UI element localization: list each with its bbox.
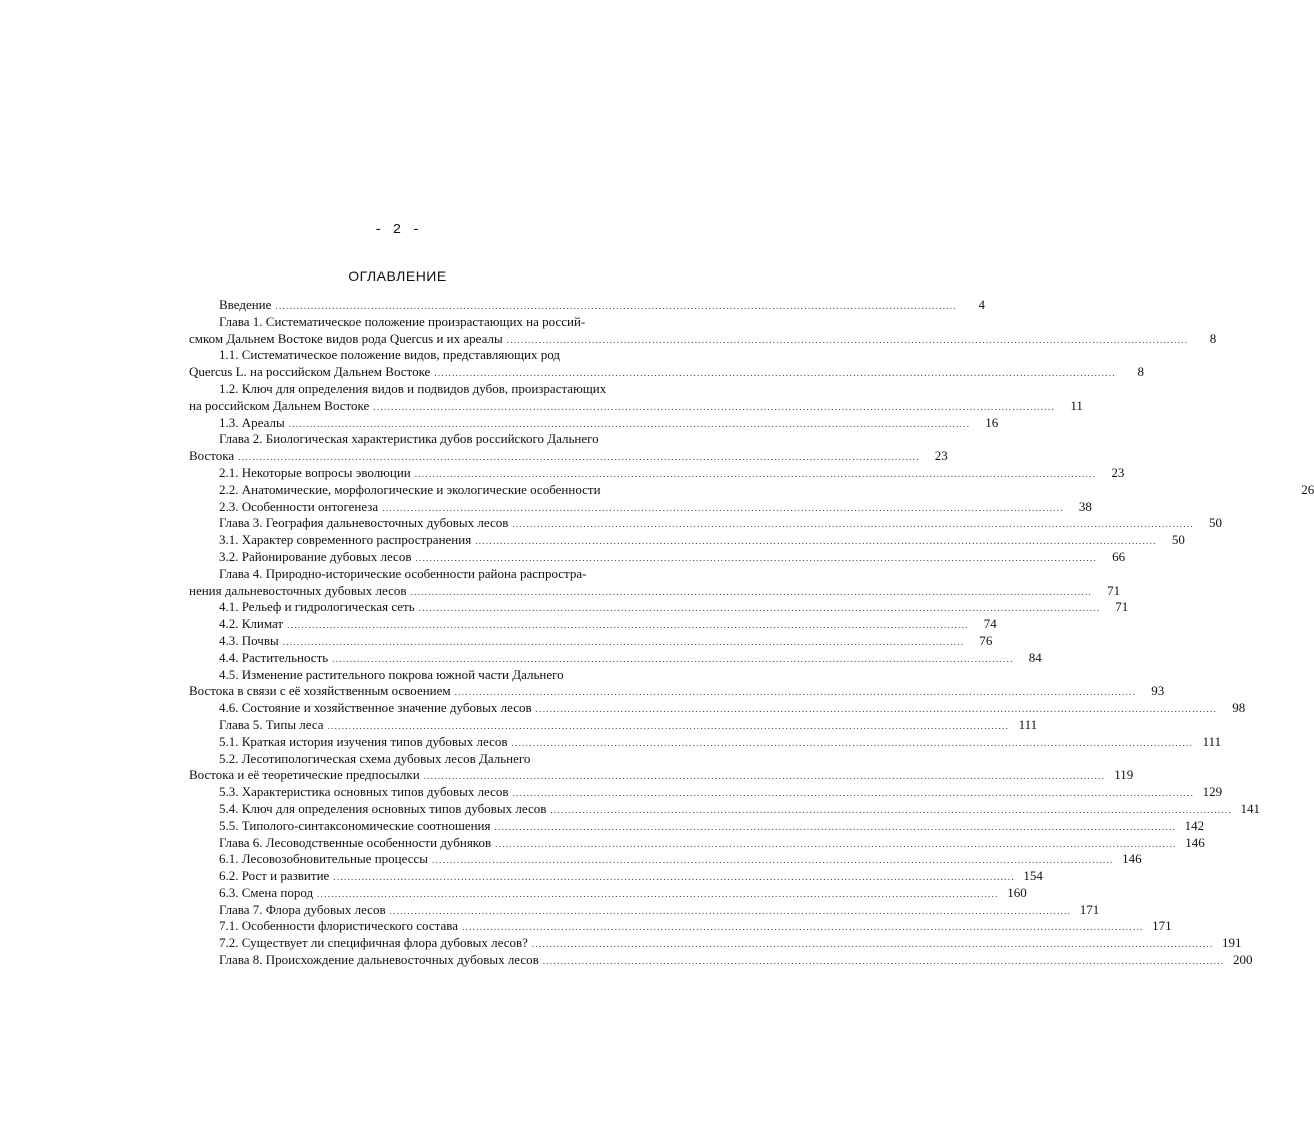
toc-entry-title: Quercus L. на российском Дальнем Востоке — [189, 364, 431, 380]
toc-entry-page: 8 — [1137, 364, 1144, 380]
toc-entry — [189, 952, 1253, 969]
toc-entry — [189, 498, 1092, 516]
toc-entry — [189, 330, 1217, 348]
toc-entry — [189, 834, 1205, 852]
toc-entry — [189, 817, 1205, 835]
toc-entry — [189, 314, 637, 331]
toc-entry-title: 2.2. Анатомические, морфологические и экологические особенности — [219, 481, 601, 497]
toc-entry-page: 38 — [1078, 498, 1092, 514]
toc-entry — [189, 733, 1222, 751]
dot-leader — [532, 936, 1214, 953]
dot-leader — [495, 836, 1177, 853]
toc-entry-title: Глава 3. География дальневосточных дубовых лесов — [219, 515, 509, 531]
toc-entry-title: Востока — [189, 448, 235, 464]
toc-entry-page: 171 — [1152, 918, 1172, 934]
dot-leader — [317, 886, 999, 903]
dot-leader — [275, 298, 957, 315]
toc-entry-title: Глава 2. Биологическая характеристика дубов российского Дальнего — [219, 431, 599, 447]
dot-leader — [382, 500, 1064, 517]
toc-entry — [189, 649, 1042, 667]
toc-entry-page: 98 — [1232, 700, 1246, 716]
dot-leader — [424, 768, 1106, 785]
toc-entry-page: 4 — [978, 297, 986, 312]
toc-entry-title: 3.1. Характер современного распространения — [219, 532, 472, 548]
toc-entry-page: 8 — [1209, 330, 1217, 346]
toc-entry-title: Введение — [219, 297, 272, 312]
toc-entry-title: 4.2. Климат — [219, 616, 284, 632]
toc-entry — [189, 464, 1125, 482]
dot-leader — [332, 651, 1014, 668]
toc-entry — [189, 918, 1172, 935]
toc-entry-title: Востока в связи с её хозяйственным освоением — [189, 683, 451, 699]
toc-entry-title: Глава 5. Типы леса — [219, 716, 324, 732]
toc-entry-title: 4.1. Рельеф и гидрологическая сеть — [219, 599, 415, 615]
toc-entry-page: 23 — [934, 448, 948, 464]
dot-leader — [455, 684, 1137, 701]
toc-entry — [189, 901, 1100, 919]
toc-entry-page: 119 — [1114, 767, 1134, 783]
dot-leader — [283, 634, 965, 651]
dot-leader — [415, 466, 1097, 483]
dot-leader — [333, 869, 1015, 886]
toc-entry-title: 2.3. Особенности онтогенеза — [219, 498, 379, 514]
table-of-contents — [189, 297, 1314, 969]
toc-entry-title: смком Дальнем Востоке видов рода Quercus и их ареалы — [189, 330, 503, 346]
toc-entry — [189, 716, 1038, 734]
toc-entry-page: 71 — [1107, 582, 1121, 598]
page-number: - 2 - — [373, 222, 421, 238]
toc-entry-title: Глава 1. Систематическое положение произрастающих на россий- — [219, 313, 586, 329]
toc-entry — [189, 566, 637, 583]
toc-entry — [189, 297, 986, 314]
toc-entry — [189, 667, 637, 684]
toc-entry-title: 6.1. Лесовозобновительные процессы — [219, 851, 428, 867]
toc-entry-page: 76 — [979, 632, 993, 648]
toc-entry-page: 111 — [1202, 733, 1222, 749]
toc-entry — [189, 599, 1129, 616]
toc-entry-title: 4.3. Почвы — [219, 632, 279, 648]
dot-leader — [419, 600, 1101, 617]
toc-entry-page: 16 — [985, 414, 999, 430]
toc-entry — [189, 548, 1126, 566]
dot-leader — [512, 735, 1194, 752]
dot-leader — [536, 701, 1218, 718]
dot-leader — [512, 516, 1194, 533]
dot-leader — [287, 617, 969, 634]
toc-entry-page: 146 — [1122, 851, 1142, 867]
toc-entry-page: 23 — [1111, 464, 1125, 480]
toc-entry-title: 5.2. Лесотипологическая схема дубовых лесов Дальнего — [219, 750, 531, 766]
toc-entry — [189, 632, 993, 650]
toc-entry-title: Глава 7. Флора дубовых лесов — [219, 901, 386, 917]
toc-entry — [189, 397, 1083, 415]
toc-entry-title: 4.5. Изменение растительного покрова южной части Дальнего — [219, 666, 564, 682]
toc-entry-title: 1.2. Ключ для определения видов и подвидов дубов, произрастающих — [219, 380, 607, 396]
toc-entry-page: 71 — [1115, 599, 1129, 615]
toc-entry-page: 200 — [1232, 952, 1253, 968]
toc-entry — [189, 431, 637, 448]
toc-entry-page: 93 — [1151, 683, 1165, 699]
toc-entry — [189, 868, 1043, 885]
toc-entry-title: 5.3. Характеристика основных типов дубовых лесов — [219, 784, 509, 800]
toc-entry-page: 84 — [1028, 649, 1042, 665]
toc-entry-title: нения дальневосточных дубовых лесов — [189, 582, 407, 598]
dot-leader — [410, 584, 1092, 601]
toc-entry — [189, 767, 1134, 784]
toc-entry-page: 66 — [1112, 548, 1126, 564]
toc-entry — [189, 364, 1144, 381]
toc-entry-title: Востока и её теоретические предпосылки — [189, 767, 420, 783]
toc-entry-title: 6.3. Смена пород — [219, 884, 314, 900]
toc-entry — [189, 700, 1246, 717]
toc-entry — [189, 935, 1242, 952]
dot-leader — [390, 903, 1072, 920]
toc-entry-page: 141 — [1240, 800, 1260, 816]
toc-entry-title: 3.2. Районирование дубовых лесов — [219, 548, 412, 564]
toc-entry-page: 50 — [1171, 532, 1185, 548]
dot-leader — [415, 550, 1097, 567]
toc-entry — [189, 515, 1223, 532]
toc-entry-title: 7.1. Особенности флористического состава — [219, 918, 458, 934]
toc-entry — [189, 751, 637, 768]
dot-leader — [543, 953, 1225, 970]
toc-entry-page: 171 — [1079, 901, 1100, 917]
toc-entry — [189, 381, 637, 398]
toc-entry-title: 2.1. Некоторые вопросы эволюции — [219, 464, 411, 480]
toc-entry-page: 146 — [1185, 834, 1205, 850]
toc-entry — [189, 800, 1260, 818]
toc-entry-title: 5.5. Типолого-синтаксономические соотношения — [219, 817, 491, 833]
dot-leader — [328, 718, 1010, 735]
toc-entry-page: 50 — [1209, 515, 1223, 531]
dot-leader — [432, 852, 1114, 869]
toc-entry-page: 11 — [1070, 397, 1083, 413]
toc-entry — [189, 481, 1314, 499]
toc-entry-page: 74 — [983, 616, 997, 632]
dot-leader — [475, 533, 1157, 550]
toc-entry-title: 1.1. Систематическое положение видов, представляющих род — [219, 347, 561, 363]
toc-entry-title: 4.6. Состояние и хозяйственное значение дубовых лесов — [219, 700, 532, 716]
toc-entry-title: 1.3. Ареалы — [219, 414, 285, 430]
toc-entry — [189, 448, 948, 465]
toc-entry-page: 111 — [1018, 716, 1038, 732]
dot-leader — [289, 416, 971, 433]
dot-leader — [550, 802, 1232, 819]
dot-leader — [513, 785, 1195, 802]
toc-entry-title: 7.2. Существует ли специфичная флора дубовых лесов? — [219, 935, 528, 951]
toc-entry-title: 5.4. Ключ для определения основных типов дубовых лесов — [219, 800, 547, 816]
toc-entry — [189, 616, 997, 633]
toc-entry-title: Глава 8. Происхождение дальневосточных дубовых лесов — [219, 952, 539, 968]
toc-entry-title: 6.2. Рост и развитие — [219, 868, 330, 884]
dot-leader — [507, 332, 1189, 349]
dot-leader — [462, 919, 1144, 936]
toc-entry-title: 5.1. Краткая история изучения типов дубовых лесов — [219, 733, 508, 749]
toc-entry-page: 129 — [1202, 784, 1223, 800]
dot-leader — [495, 819, 1177, 836]
toc-entry-page: 191 — [1222, 935, 1242, 951]
toc-entry-page: 26 — [1301, 481, 1314, 497]
toc-entry-title: на российском Дальнем Востоке — [189, 397, 370, 413]
toc-entry — [189, 851, 1142, 868]
toc-entry-title: Глава 6. Лесоводственные особенности дубняков — [219, 834, 492, 850]
toc-entry — [189, 347, 637, 364]
toc-entry — [189, 784, 1223, 801]
toc-entry — [189, 884, 1027, 902]
toc-entry — [189, 683, 1165, 700]
toc-entry-title: 4.4. Растительность — [219, 649, 329, 665]
toc-entry-title: Глава 4. Природно-исторические особенности района распростра- — [219, 565, 587, 581]
toc-entry — [189, 414, 999, 432]
toc-entry — [189, 532, 1185, 549]
toc-entry-page: 154 — [1023, 868, 1043, 884]
page-title: ОГЛАВЛЕНИЕ — [348, 268, 447, 284]
toc-entry-page: 160 — [1007, 884, 1027, 900]
dot-leader — [238, 449, 920, 466]
toc-entry-page: 142 — [1184, 817, 1205, 833]
dot-leader — [434, 365, 1116, 382]
dot-leader — [373, 399, 1055, 416]
toc-entry — [189, 582, 1121, 600]
